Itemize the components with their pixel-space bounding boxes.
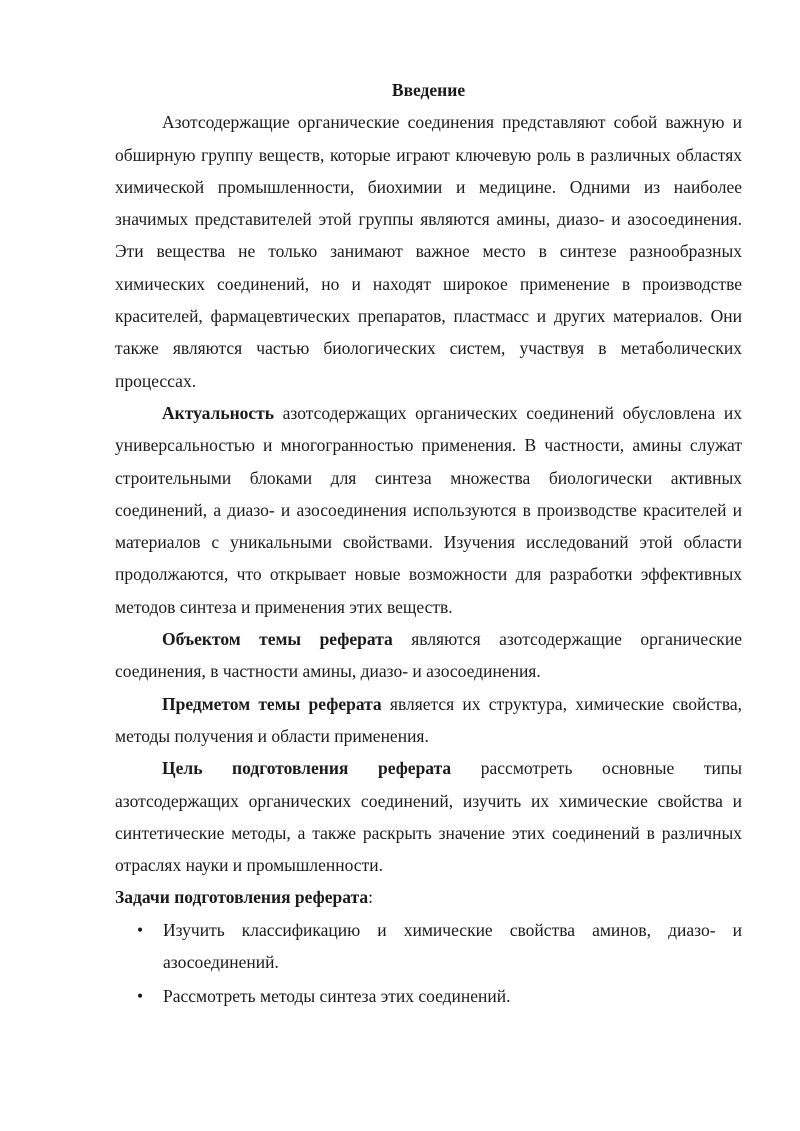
document-page [115, 74, 742, 1015]
task-text: Рассмотреть методы синтеза этих соединений. [163, 986, 511, 1007]
goal-text: рассмотреть основные типы азотсодержащих органических соединений, изучить их химические свойства и синтетические методы, а также раскрыть значение этих соединений в различных отраслях науки и промышленности. [115, 758, 742, 876]
subject-label: Предметом темы реферата [162, 693, 382, 714]
bullet-icon: • [137, 919, 144, 940]
object-text: являются азотсодержащие органические соединения, в частности амины, диазо- и азосоединения. [115, 629, 743, 682]
goal-label: Цель подготовления реферата [162, 758, 452, 779]
bullet-icon: • [137, 986, 144, 1007]
tasks-heading [115, 881, 742, 913]
task-text: Изучить классификацию и химические свойства аминов, диазо- и азосоединений. [163, 919, 742, 973]
tasks-list [115, 914, 742, 1013]
relevance-paragraph [115, 397, 742, 623]
intro-paragraph: Азотсодержащие органические соединения представляют собой важную и обширную группу веществ, которые играют ключевую роль в различных областях химической промышленности, биохимии и медицине. Одними из наиболее значимых представителей этой группы являются амины, диазо- и азосоединения. Эти вещества не только занимают важное место в синтезе разнообразных химических соединений, но и находят широкое применение в производстве красителей, фармацевтических препаратов, пластмасс и других материалов. Они также являются частью биологических систем, участвуя в метаболических процессах. [115, 112, 742, 391]
subject-text: является их структура, химические свойства, методы получения и области применения. [115, 693, 742, 746]
object-paragraph [115, 623, 742, 688]
list-item [115, 914, 742, 979]
subject-paragraph [115, 688, 742, 753]
relevance-text: азотсодержащих органических соединений обусловлена их универсальностью и многогранностью применения. В частности, амины служат строительными блоками для синтеза множества биологически активных соединений, а диазо- и азосоединения используются в производстве красителей и материалов с уникальными свойствами. Изучения исследований этой области продолжаются, что открывает новые возможности для разработки эффективных методов синтеза и применения этих веществ. [115, 402, 742, 617]
section-title: Введение [391, 80, 466, 100]
tasks-label: Задачи подготовления реферата [115, 887, 369, 908]
tasks-colon: : [368, 887, 373, 908]
relevance-label: Актуальность [162, 402, 275, 423]
object-label: Объектом темы реферата [162, 629, 393, 650]
list-item [115, 980, 742, 1012]
goal-paragraph [115, 752, 742, 881]
